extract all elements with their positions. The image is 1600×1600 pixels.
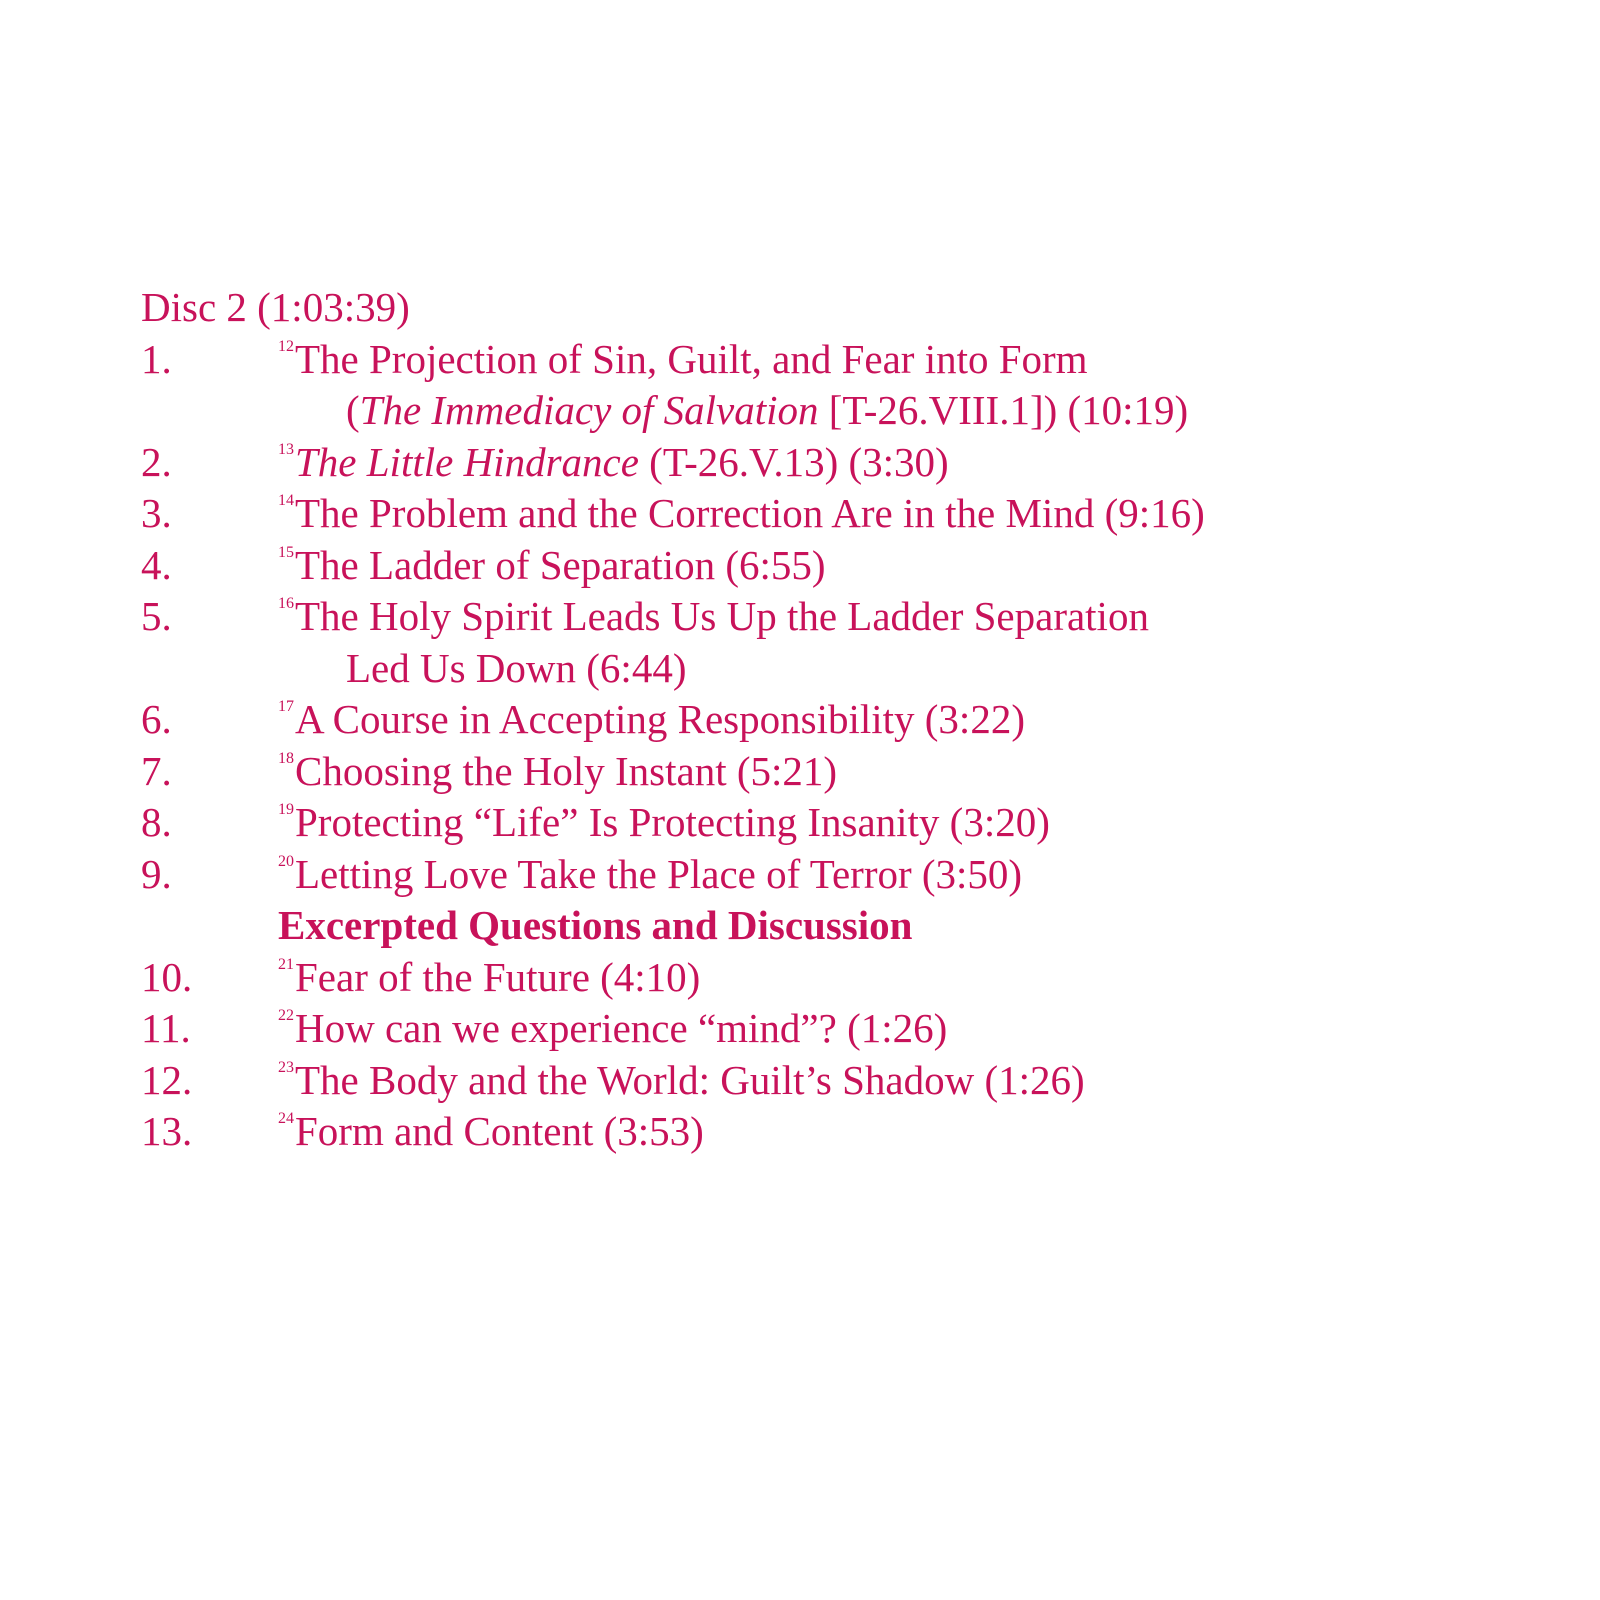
list-item-continuation (141, 643, 1541, 695)
track-text: (T-26.V.13) (3:30) (638, 438, 949, 485)
track-number: 6. (141, 696, 172, 742)
list-item (141, 797, 1541, 849)
list-item-continuation (141, 385, 1541, 437)
track-text: Choosing the Holy Instant (5:21) (295, 747, 838, 794)
track-number: 3. (141, 490, 172, 536)
list-item (141, 1106, 1541, 1158)
section-heading: Excerpted Questions and Discussion (278, 902, 913, 948)
footnote-marker: 17 (278, 698, 294, 715)
track-number: 1. (141, 335, 172, 382)
footnote-marker: 16 (278, 595, 294, 612)
track-title-continuation (346, 385, 1188, 437)
track-italic-title: The Little Hindrance (295, 438, 639, 485)
track-number: 2. (141, 438, 172, 485)
list-item (141, 694, 1541, 746)
track-listing (141, 282, 1541, 1158)
track-number: 4. (141, 541, 172, 588)
section-heading-row (141, 900, 1541, 952)
footnote-marker: 24 (278, 1110, 294, 1127)
track-title (278, 488, 1205, 540)
list-item (141, 849, 1541, 901)
track-title (278, 952, 700, 1004)
open-paren: ( (346, 387, 360, 433)
list-item (141, 1003, 1541, 1055)
track-text: The Projection of Sin, Guilt, and Fear into Form (295, 335, 1088, 382)
list-item (141, 488, 1541, 540)
track-title (278, 797, 1050, 849)
list-item (141, 1055, 1541, 1107)
disc-title (141, 282, 1541, 334)
footnote-marker: 23 (278, 1058, 294, 1076)
footnote-marker: 20 (278, 852, 294, 870)
track-text: Protecting “Life” Is Protecting Insanity (3:20) (295, 799, 1050, 845)
track-number: 8. (141, 799, 172, 845)
list-item (141, 746, 1541, 798)
track-text: The Body and the World: Guilt’s Shadow (1:26) (295, 1056, 1085, 1103)
track-italic-title: The Immediacy of Salvation (359, 387, 819, 433)
footnote-marker: 14 (278, 492, 294, 509)
track-text: The Holy Spirit Leads Us Up the Ladder Separation (295, 593, 1149, 639)
disc-title-text: Disc 2 (1:03:39) (141, 284, 410, 330)
track-text: Form and Content (3:53) (295, 1108, 704, 1154)
track-title (278, 694, 1025, 746)
track-number: 9. (141, 850, 172, 897)
list-item (141, 334, 1541, 386)
track-text: How can we experience “mind”? (1:26) (295, 1005, 948, 1051)
track-number: 13. (141, 1108, 193, 1154)
track-title (278, 746, 837, 798)
track-number: 5. (141, 593, 172, 639)
track-title (278, 1106, 704, 1158)
track-title (278, 540, 826, 592)
footnote-marker: 21 (278, 955, 294, 973)
track-title (278, 334, 1088, 386)
footnote-marker: 22 (278, 1007, 294, 1024)
track-number: 11. (141, 1005, 191, 1051)
track-title (278, 849, 1022, 901)
track-number: 12. (141, 1056, 193, 1103)
track-text: The Problem and the Correction Are in the Mind (9:16) (295, 490, 1205, 536)
list-item (141, 437, 1541, 489)
list-item (141, 540, 1541, 592)
track-title (278, 1055, 1085, 1107)
footnote-marker: 13 (278, 440, 294, 458)
track-number: 7. (141, 747, 172, 794)
track-title (278, 437, 949, 489)
footnote-marker: 19 (278, 801, 294, 818)
track-text: A Course in Accepting Responsibility (3:22) (295, 696, 1025, 742)
track-title (278, 591, 1149, 643)
list-item (141, 591, 1541, 643)
track-text: Fear of the Future (4:10) (295, 953, 701, 1000)
track-title (278, 1003, 947, 1055)
track-text: Letting Love Take the Place of Terror (3:50) (295, 850, 1023, 897)
footnote-marker: 15 (278, 543, 294, 561)
list-item (141, 952, 1541, 1004)
footnote-marker: 12 (278, 337, 294, 355)
track-text: [T-26.VIII.1]) (10:19) (818, 387, 1189, 433)
footnote-marker: 18 (278, 749, 294, 767)
track-number: 10. (141, 953, 193, 1000)
track-text: The Ladder of Separation (6:55) (295, 541, 826, 588)
track-title-continuation: Led Us Down (6:44) (346, 644, 687, 691)
